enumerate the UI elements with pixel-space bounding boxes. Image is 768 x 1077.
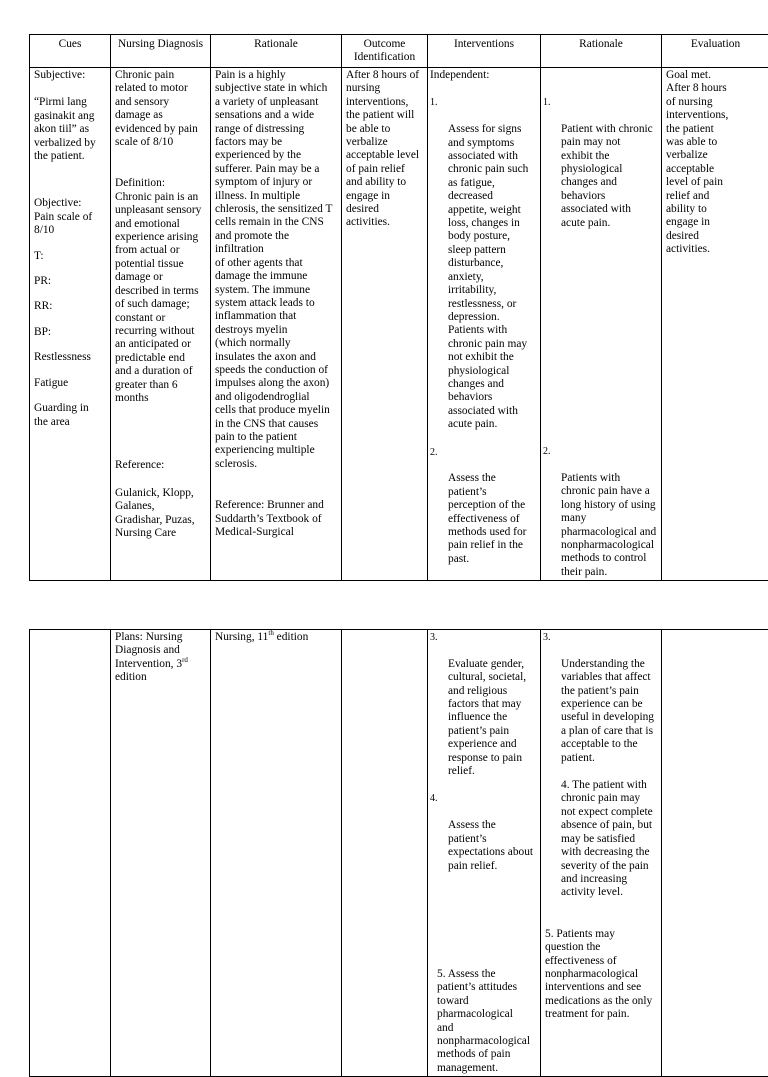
vital-pr: PR: bbox=[34, 275, 106, 288]
plans-reference-text: Plans: Nursing Diagnosis and Intervention, 3 bbox=[115, 631, 182, 670]
cues-cell bbox=[30, 68, 111, 581]
nursing-edition bbox=[215, 631, 337, 644]
subjective-text: “Pirmi lang gasinakit ang akon tiil” as verbalized by the patient. bbox=[34, 96, 106, 163]
interventions-cell bbox=[428, 68, 541, 581]
intervention-number-1: 1. bbox=[430, 96, 438, 109]
definition-text: Chronic pain is an unpleasant sensory and emotional experience arising from actual or potential tissue damage or described in terms of such damage; constant or recurring without an anticipated or predictable end and a duration of greater than 6 months bbox=[115, 191, 206, 406]
plans-reference-end: edition bbox=[115, 671, 147, 683]
intervention-text-4: Assess the patient’s expectations about pain relief. bbox=[448, 819, 533, 871]
objective-label: Objective: bbox=[34, 197, 106, 210]
intervention-item-5: 5. Assess the patient’s attitudes toward pharmacological and nonpharmacological methods of pain management. bbox=[430, 968, 536, 1075]
outcome-cell-2 bbox=[342, 630, 428, 1077]
sign-guarding: Guarding in the area bbox=[34, 402, 106, 429]
vital-rr: RR: bbox=[34, 300, 106, 313]
intervention-text-3: Evaluate gender, cultural, societal, and religious factors that may influence the patient’s pain experience and response to pain relief. bbox=[448, 658, 526, 777]
reference-text: Gulanick, Klopp, Galanes, Gradishar, Puzas, Nursing Care bbox=[115, 487, 206, 541]
diagnosis-cell-2 bbox=[111, 630, 211, 1077]
intervention-text-2: Assess the patient’s perception of the effectiveness of methods used for pain relief in the past. bbox=[448, 472, 526, 564]
intervention-item-2 bbox=[430, 446, 536, 567]
rationale2-text-2: Patients with chronic pain have a long history of using many pharmacological and nonpharmacological methods to control their pain. bbox=[561, 472, 656, 578]
evaluation-cell-2 bbox=[662, 630, 768, 1077]
subjective-label: Subjective: bbox=[34, 69, 106, 82]
continuation-row bbox=[30, 630, 768, 1077]
rationale2-number-3: 3. bbox=[543, 631, 551, 644]
nursing-edition-end: edition bbox=[274, 631, 308, 643]
rationale2-number-1: 1. bbox=[543, 96, 551, 109]
diagnosis-text: Chronic pain related to motor and sensory damage as evidenced by pain scale of 8/10 bbox=[115, 69, 206, 149]
reference-label: Reference: bbox=[115, 459, 206, 472]
sign-fatigue: Fatigue bbox=[34, 377, 106, 390]
intervention-number-3: 3. bbox=[430, 631, 438, 644]
cues-cell-2 bbox=[30, 630, 111, 1077]
header-outcome-identification: Outcome Identification bbox=[342, 35, 428, 68]
rationale2-cell-2 bbox=[541, 630, 662, 1077]
rationale-reference: Reference: Brunner and Suddarth’s Textbook of Medical-Surgical bbox=[215, 499, 337, 539]
outcome-text: After 8 hours of nursing interventions, the patient will be able to verbalize acceptable level of pain relief and ability to engage in desired activities. bbox=[346, 69, 423, 230]
evaluation-text: Goal met. After 8 hours of nursing interventions, the patient was able to verbalize acceptable level of pain relief and ability to engage in desired activities. bbox=[666, 69, 765, 257]
rationale2-item-1 bbox=[543, 96, 657, 230]
outcome-cell bbox=[342, 68, 428, 581]
header-nursing-diagnosis: Nursing Diagnosis bbox=[111, 35, 211, 68]
header-evaluation: Evaluation bbox=[662, 35, 768, 68]
nursing-edition-text: Nursing, 11 bbox=[215, 631, 268, 643]
diagnosis-cell bbox=[111, 68, 211, 581]
rationale-cell-2 bbox=[211, 630, 342, 1077]
independent-label: Independent: bbox=[430, 69, 536, 82]
header-rationale-2: Rationale bbox=[541, 35, 662, 68]
care-plan-table-2 bbox=[29, 629, 768, 1077]
rationale2-cell bbox=[541, 68, 662, 581]
intervention-text-1: Assess for signs and symptoms associated with chronic pain such as fatigue, decreased appetite, weight loss, changes in body posture, sleep pattern disturbance, anxiety, irritability, restlessness, or depression. Patients with chronic pain may not exhibit the physiological changes and behaviors associated with acute pain. bbox=[448, 123, 528, 430]
header-interventions: Interventions bbox=[428, 35, 541, 68]
header-rationale: Rationale bbox=[211, 35, 342, 68]
objective-text: Pain scale of 8/10 bbox=[34, 211, 106, 238]
rationale-cell bbox=[211, 68, 342, 581]
rationale2-item-2 bbox=[543, 445, 657, 579]
rationale2-item-4: 4. The patient with chronic pain may not expect complete absence of pain, but may be satisfied with decreasing the severity of the pain and increasing activity level. bbox=[543, 779, 657, 900]
vital-t: T: bbox=[34, 250, 106, 263]
plans-reference-sup: rd bbox=[182, 656, 188, 664]
intervention-item-3 bbox=[430, 631, 536, 778]
rationale2-text-1: Patient with chronic pain may not exhibit the physiological changes and behaviors associated with acute pain. bbox=[561, 123, 653, 229]
intervention-item-1 bbox=[430, 96, 536, 431]
rationale2-number-2: 2. bbox=[543, 445, 551, 458]
rationale2-item-3 bbox=[543, 631, 657, 765]
rationale2-text-3: Understanding the variables that affect the patient’s pain experience can be useful in developing a plan of care that is acceptable to the patient. bbox=[561, 658, 654, 764]
vital-bp: BP: bbox=[34, 326, 106, 339]
header-cues: Cues bbox=[30, 35, 111, 68]
sign-restlessness: Restlessness bbox=[34, 351, 106, 364]
intervention-number-2: 2. bbox=[430, 446, 438, 459]
definition-label: Definition: bbox=[115, 177, 206, 190]
header-row bbox=[30, 35, 768, 68]
rationale2-item-5: 5. Patients may question the effectiveness of nonpharmacological interventions and see medications as the only treatment for pain. bbox=[543, 928, 657, 1022]
care-plan-table-1 bbox=[29, 34, 768, 581]
intervention-number-4: 4. bbox=[430, 792, 438, 805]
nursing-edition-sup: th bbox=[268, 629, 273, 637]
rationale-text: Pain is a highly subjective state in which a variety of unpleasant sensations and a wide range of distressing factors may be experienced by the sufferer. Pain may be a symptom of injury or illness. In multiple chlerosis, the sensitized T cells remain in the CNS and promote the infiltration of other agents that damage the immune system. The immune system attack leads to inflammation that destroys myelin (which normally insulates the axon and speeds the conduction of impulses along the axon) and oligodendroglial cells that produce myelin in the CNS that causes pain to the patient experiencing multiple sclerosis. bbox=[215, 69, 337, 471]
evaluation-cell bbox=[662, 68, 768, 581]
interventions-cell-2 bbox=[428, 630, 541, 1077]
plans-reference bbox=[115, 631, 206, 685]
content-row bbox=[30, 68, 768, 581]
intervention-item-4 bbox=[430, 792, 536, 872]
